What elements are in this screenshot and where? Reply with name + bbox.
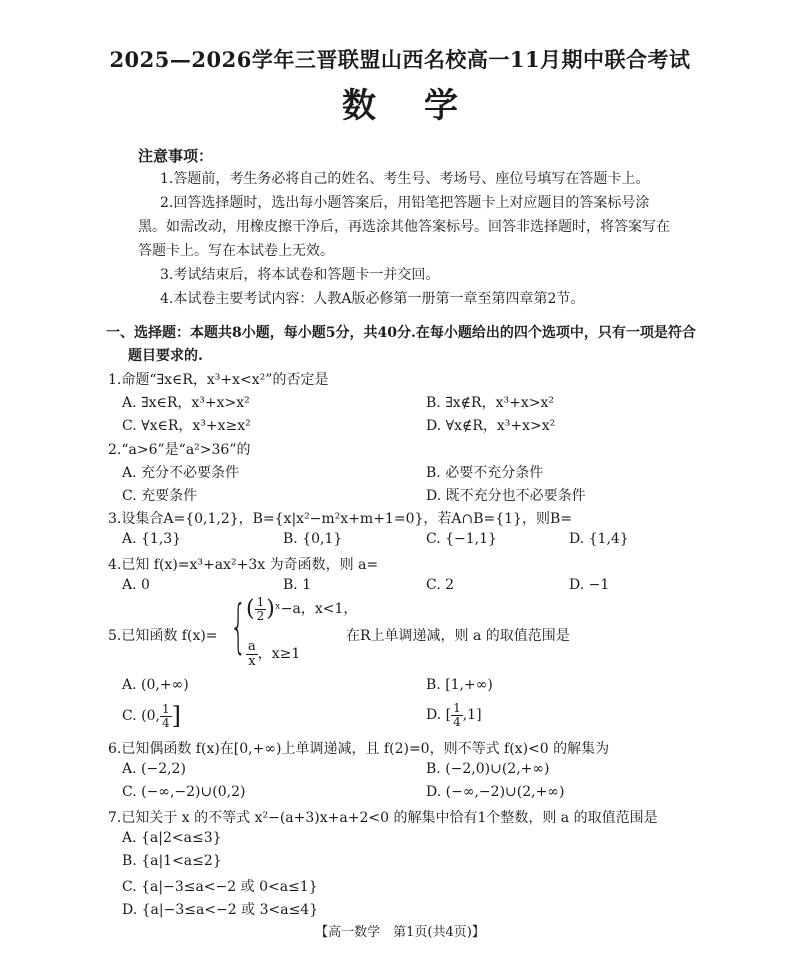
- q7-option-a: A. {a|2<a≤3}: [122, 830, 222, 846]
- piecewise-brace: {: [230, 592, 247, 660]
- notice-line: 黑。如需改动，用橡皮擦干净后，再选涂其他答案标号。回答非选择题时，将答案写在: [138, 219, 670, 235]
- page-footer: 【高一数学 第1页(共4页)】: [315, 925, 485, 940]
- q2-option-c: C. 充要条件: [122, 488, 198, 504]
- q4-option-d: D. −1: [569, 577, 610, 593]
- q1-option-b: B. ∃x∉R，x³+x>x²: [426, 395, 554, 411]
- notice-heading: 注意事项：: [138, 147, 214, 165]
- notice-line: 2.回答选择题时，选出每小题答案后，用铅笔把答题卡上对应题目的答案标号涂: [160, 195, 650, 211]
- q6-option-b: B. (−2,0)∪(2,+∞): [426, 761, 550, 777]
- subject-title: 数学: [342, 86, 506, 126]
- question-7-stem: 7.已知关于 x 的不等式 x²−(a+3)x+a+2<0 的解集中恰有1个整数，则 a 的取值范围是: [108, 810, 658, 826]
- q3-option-b: B. {0,1}: [283, 531, 343, 547]
- q7-option-c: C. {a|−3≤a<−2 或 0<a≤1}: [122, 879, 318, 895]
- q5-option-a: A. (0,+∞): [122, 677, 189, 693]
- q4-option-a: A. 0: [122, 577, 150, 593]
- exam-title: 2025—2026学年三晋联盟山西名校高一11月期中联合考试: [109, 47, 691, 72]
- question-4-stem: 4.已知 f(x)=x³+ax²+3x 为奇函数，则 a=: [108, 557, 379, 573]
- question-5-prefix: 5.已知函数 f(x)=: [108, 628, 218, 644]
- question-6-stem: 6.已知偶函数 f(x)在[0,+∞)上单调递减，且 f(2)=0，则不等式 f(x)<0 的解集为: [108, 741, 610, 757]
- section-heading: 一、选择题：本题共8小题，每小题5分，共40分.在每小题给出的四个选项中，只有一项是符合: [106, 325, 696, 341]
- q2-option-d: D. 既不充分也不必要条件: [426, 488, 586, 504]
- q1-option-d: D. ∀x∉R，x³+x>x²: [426, 418, 556, 434]
- q7-option-d: D. {a|−3≤a<−2 或 3<a≤4}: [122, 902, 319, 918]
- q2-option-a: A. 充分不必要条件: [122, 465, 240, 481]
- q5-case-1: ( $\frac{1}{2}$ )ˣ−a，x<1，: [246, 595, 358, 623]
- question-2-stem: 2.“a>6”是“a²>36”的: [108, 442, 251, 458]
- q1-option-a: A. ∃x∈R，x³+x>x²: [122, 395, 250, 411]
- section-heading-cont: 题目要求的.: [128, 348, 203, 364]
- q5-option-b: B. [1,+∞): [426, 677, 493, 693]
- q5-case-2: $\frac{a}{x}$ ，x≥1: [248, 639, 301, 669]
- q1-option-c: C. ∀x∈R，x³+x≥x²: [122, 418, 251, 434]
- question-5-suffix: 在R上单调递减，则 a 的取值范围是: [346, 628, 570, 644]
- q3-option-c: C. {−1,1}: [426, 531, 497, 547]
- q6-option-d: D. (−∞,−2)∪(2,+∞): [426, 784, 565, 800]
- q3-option-a: A. {1,3}: [122, 531, 182, 547]
- q6-option-a: A. (−2,2): [122, 761, 186, 777]
- notice-line: 答题卡上。写在本试卷上无效。: [138, 243, 334, 259]
- q2-option-b: B. 必要不充分条件: [426, 465, 544, 481]
- notice-line: 4.本试卷主要考试内容：人教A版必修第一册第一章至第四章第2节。: [160, 291, 585, 307]
- q4-option-b: B. 1: [283, 577, 312, 593]
- q4-option-c: C. 2: [426, 577, 455, 593]
- q3-option-d: D. {1,4}: [569, 531, 629, 547]
- q6-option-c: C. (−∞,−2)∪(0,2): [122, 784, 246, 800]
- notice-line: 1.答题前，考生务必将自己的姓名、考生号、考场号、座位号填写在答题卡上。: [160, 171, 650, 187]
- q7-option-b: B. {a|1<a≤2}: [122, 853, 222, 869]
- q5-option-d: D. [ $\frac{1}{4}$ ,1]: [426, 701, 482, 729]
- notice-line: 3.考试结束后，将本试卷和答题卡一并交回。: [160, 267, 440, 283]
- q5-option-c: C. (0, $\frac{1}{4}$ ]: [122, 701, 181, 730]
- question-3-stem: 3.设集合A={0,1,2}，B={x|x²−m²x+m+1=0}，若A∩B={1}，则B=: [108, 511, 572, 527]
- question-1-stem: 1.命题“∃x∈R，x³+x<x²”的否定是: [108, 372, 329, 388]
